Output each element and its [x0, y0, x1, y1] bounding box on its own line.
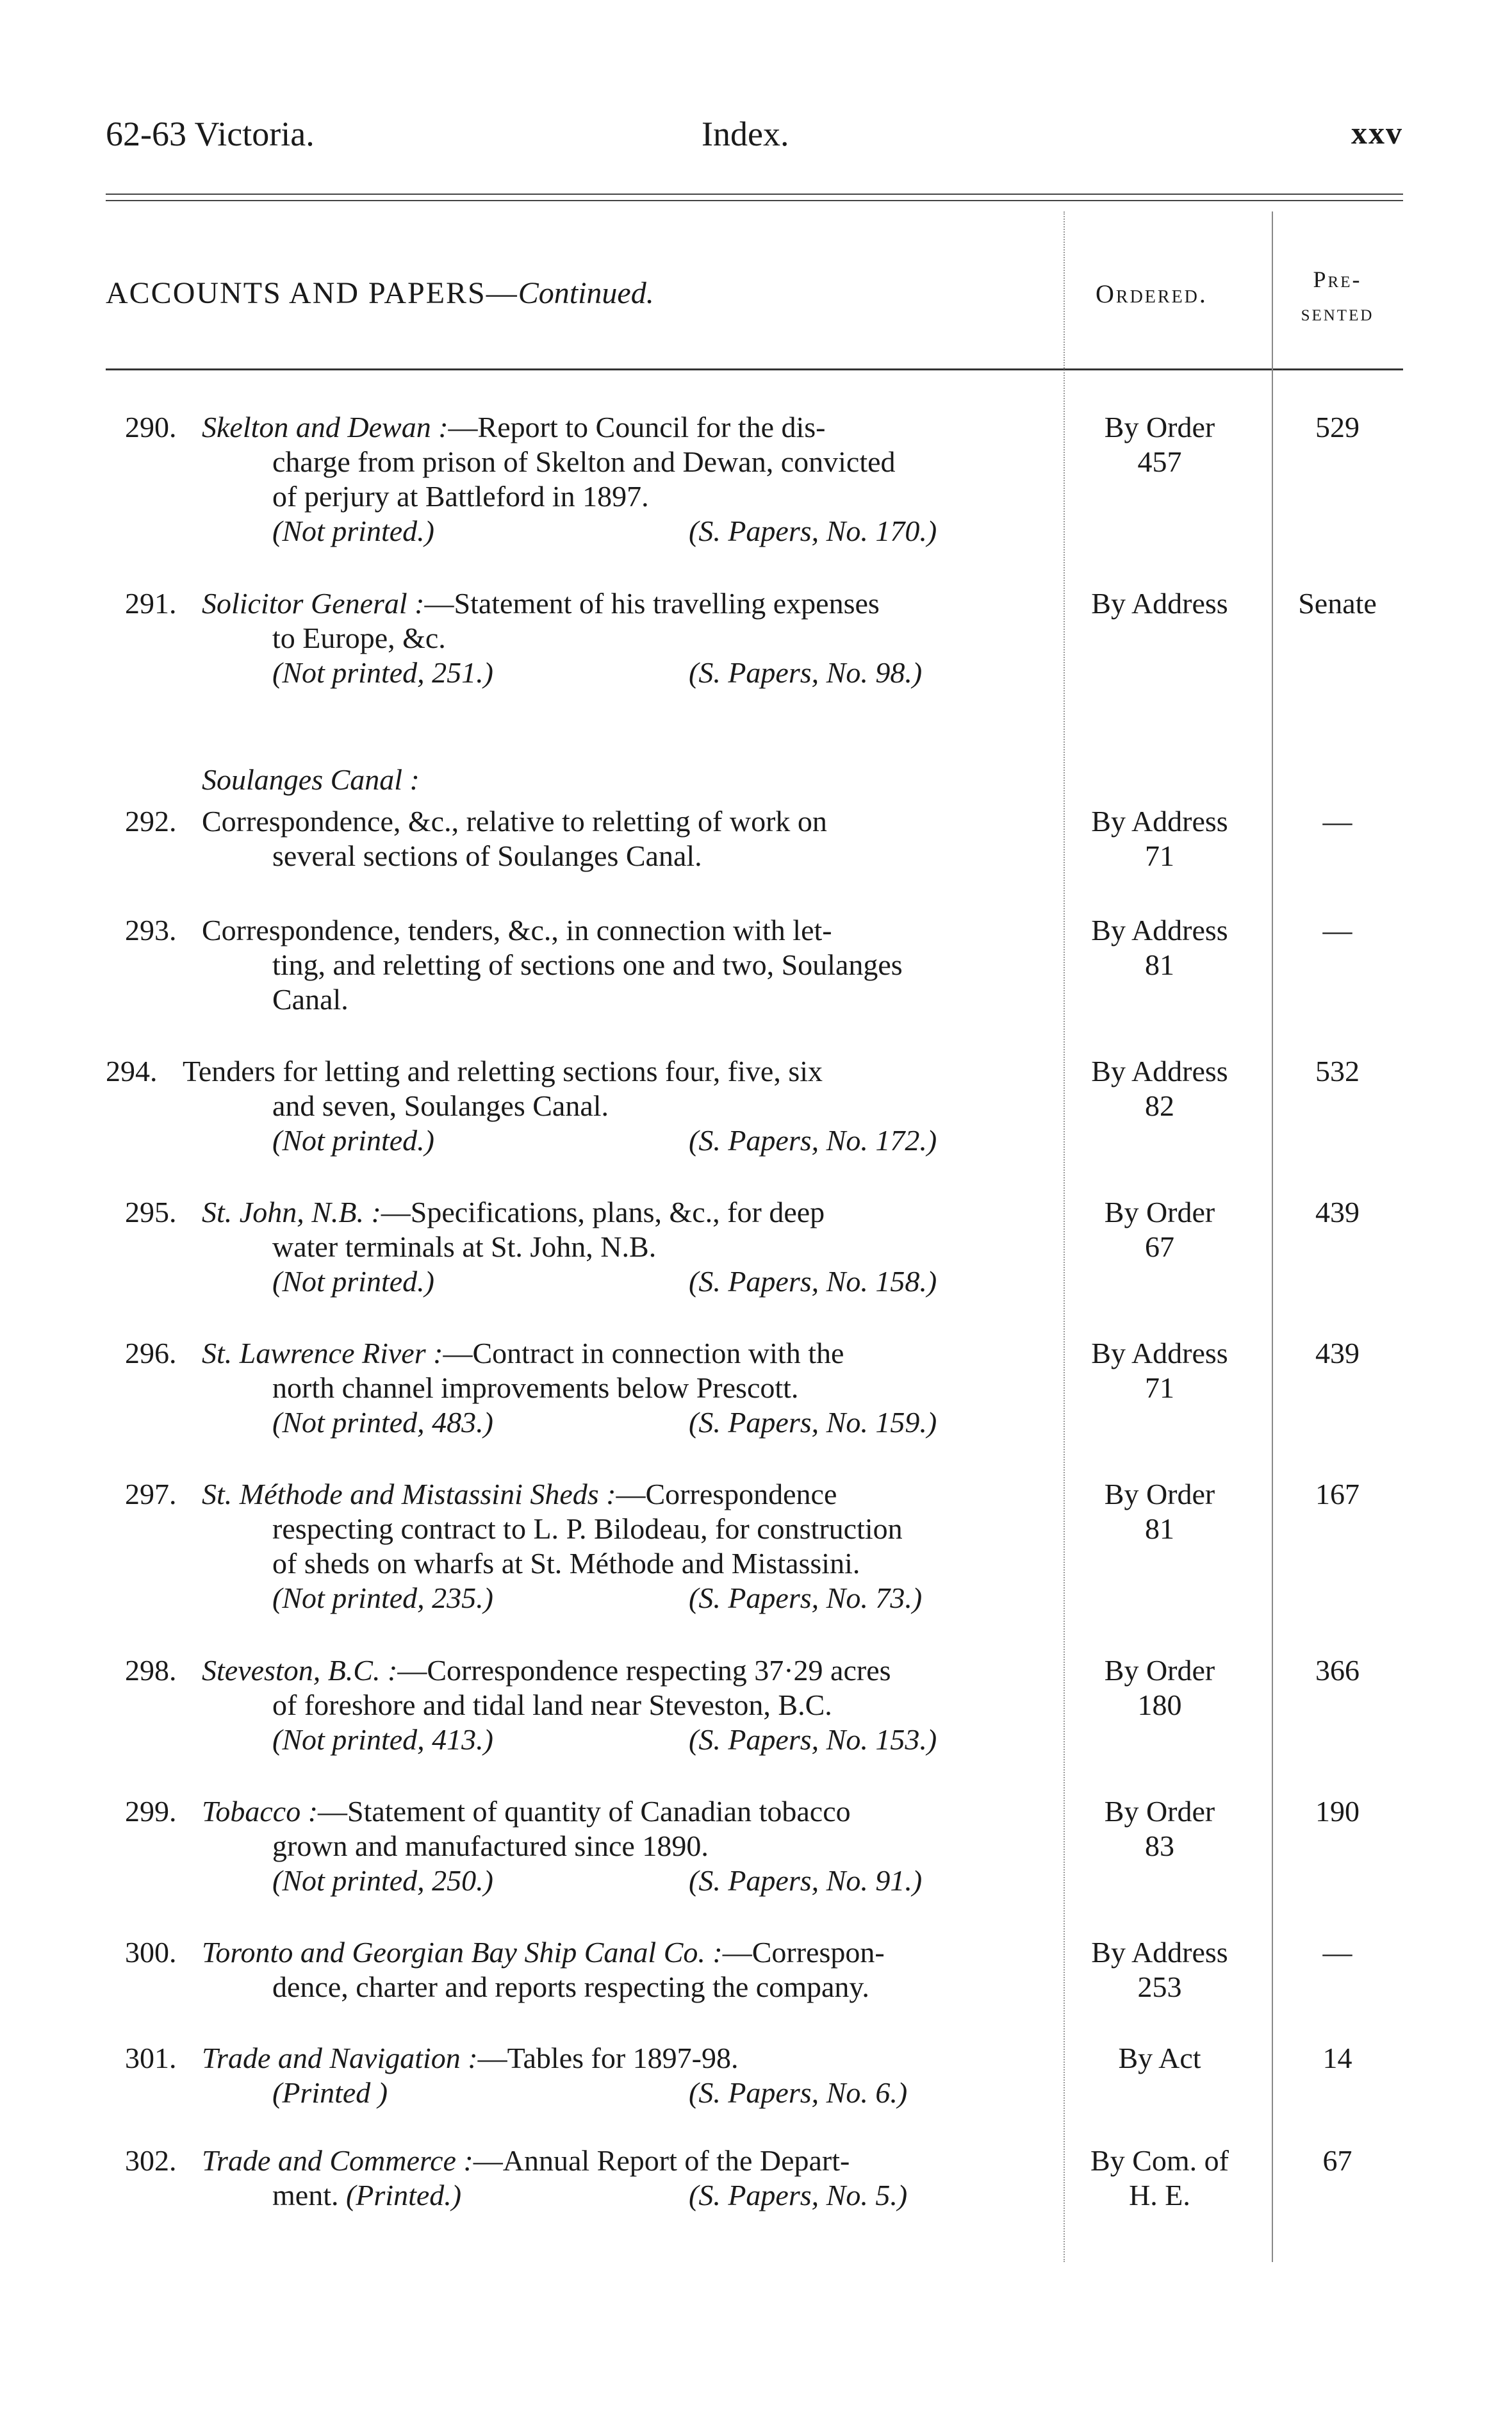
sessional-paper: (S. Papers, No. 6.) [689, 2076, 908, 2109]
group-heading-soulanges: Soulanges Canal : [202, 763, 420, 796]
not-printed: (Printed ) [272, 2076, 388, 2109]
entry-number: 297. [125, 1478, 177, 1510]
entry-subject: Tobacco : [202, 1795, 318, 1828]
presented-value: 529 [1315, 411, 1360, 443]
presented-value: 190 [1315, 1795, 1360, 1828]
sessional-paper: (S. Papers, No. 73.) [689, 1582, 923, 1614]
entry-number: 292. [125, 805, 177, 838]
presented-value: Senate [1298, 587, 1377, 620]
entry-text: Toronto and Georgian Bay Ship Canal Co. :—Correspon- dence, charter and reports respecting the company. [202, 1936, 885, 2003]
entry-text: Solicitor General :—Statement of his travelling expenses to Europe, &c. (Not printed, 251.) (S. Papers, No. 98.) [202, 587, 923, 689]
entry-number: 293. [125, 914, 177, 946]
entry-number: 296. [125, 1337, 177, 1369]
ordered-value: By Address 71 [1091, 805, 1228, 872]
entry-number: 295. [125, 1196, 177, 1228]
entry-subject: Trade and Commerce : [202, 2144, 473, 2177]
column-headers [106, 250, 1403, 365]
entry-subject: St. Méthode and Mistassini Sheds : [202, 1478, 616, 1510]
entry-text: Tobacco :—Statement of quantity of Canadian tobacco grown and manufactured since 1890. (Not printed, 250.) (S. Papers, No. 91.) [202, 1795, 923, 1897]
ordered-value: By Address 71 [1091, 1337, 1228, 1404]
ordered-value: By Order 83 [1104, 1795, 1215, 1862]
not-printed: (Printed.) [345, 2179, 462, 2211]
entry-text: Steveston, B.C. :—Correspondence respecting 37·29 acres of foreshore and tidal land near Steveston, B.C. (Not printed, 413.) (S. Papers, No. 153.) [202, 1654, 937, 1756]
entry-text: Correspondence, &c., relative to reletting of work on several sections of Soulanges Canal. [202, 805, 827, 872]
sessional-paper: (S. Papers, No. 98.) [689, 656, 923, 689]
sessional-paper: (S. Papers, No. 172.) [689, 1124, 937, 1157]
not-printed: (Not printed, 483.) [272, 1406, 493, 1439]
entry-text: Trade and Navigation :—Tables for 1897-98. (Printed ) (S. Papers, No. 6.) [202, 2042, 908, 2109]
column-header-rule [106, 368, 1403, 370]
ordered-value: By Order 180 [1104, 1654, 1215, 1721]
ordered-value: By Order 457 [1104, 411, 1215, 478]
entry-subject: Trade and Navigation : [202, 2042, 478, 2074]
sessional-paper: (S. Papers, No. 170.) [689, 515, 937, 547]
ordered-value: By Address 253 [1091, 1936, 1228, 2003]
header-volume: 62-63 Victoria. [106, 115, 315, 153]
not-printed: (Not printed, 413.) [272, 1723, 493, 1756]
not-printed: (Not printed, 251.) [272, 656, 493, 689]
header-rule [106, 194, 1403, 201]
presented-value: 366 [1315, 1654, 1360, 1687]
sessional-paper: (S. Papers, No. 158.) [689, 1265, 937, 1298]
entry-number: 294. [106, 1055, 158, 1087]
ordered-value: By Address [1091, 587, 1228, 620]
presented-value: 67 [1322, 2144, 1352, 2177]
ordered-value: By Address 82 [1091, 1055, 1228, 1122]
column-ordered: Ordered. [1096, 279, 1208, 308]
section-title: ACCOUNTS AND PAPERS—Continued. [106, 276, 654, 310]
entry-number: 302. [125, 2144, 177, 2177]
presented-value: 14 [1322, 2042, 1352, 2074]
entry-number: 290. [125, 411, 177, 443]
entry-subject: Steveston, B.C. : [202, 1654, 398, 1687]
sessional-paper: (S. Papers, No. 91.) [689, 1864, 923, 1897]
entry-subject: Toronto and Georgian Bay Ship Canal Co. : [202, 1936, 723, 1969]
entry-number: 291. [125, 587, 177, 620]
section-continued: Continued. [518, 276, 654, 310]
not-printed: (Not printed.) [272, 1265, 434, 1298]
sessional-paper: (S. Papers, No. 153.) [689, 1723, 937, 1756]
entry-subject: St. Lawrence River : [202, 1337, 443, 1369]
header-title: Index. [702, 115, 789, 153]
ordered-value: By Order 81 [1104, 1478, 1215, 1545]
entry-text: St. John, N.B. :—Specifications, plans, &c., for deep water terminals at St. John, N.B. (Not printed.) (S. Papers, No. 158.) [202, 1196, 937, 1298]
sessional-paper: (S. Papers, No. 159.) [689, 1406, 937, 1439]
entry-text: Tenders for letting and reletting sections four, five, six and seven, Soulanges Canal. (Not printed.) (S. Papers, No. 172.) [183, 1055, 937, 1157]
entry-text: Skelton and Dewan :—Report to Council for the dis- charge from prison of Skelton and Dewan, convicted of perjury at Battleford in 1897. (Not printed.) (S. Papers, No. 170.) [202, 411, 937, 547]
ordered-value: By Address 81 [1091, 914, 1228, 981]
presented-value: — [1322, 1936, 1352, 1969]
entry-number: 300. [125, 1936, 177, 1969]
entry-text: St. Méthode and Mistassini Sheds :—Correspondence respecting contract to L. P. Bilodeau, for construction of sheds on wharfs at St. Méthode and Mistassini. (Not printed, 235.) (S. Papers, No. 73.) [202, 1478, 923, 1614]
not-printed: (Not printed, 250.) [272, 1864, 493, 1897]
presented-value: 532 [1315, 1055, 1360, 1087]
entry-number: 299. [125, 1795, 177, 1828]
column-presented: Pre- sented [1301, 267, 1374, 326]
entry-subject: Skelton and Dewan : [202, 411, 448, 443]
ordered-value: By Order 67 [1104, 1196, 1215, 1263]
not-printed: (Not printed.) [272, 1124, 434, 1157]
entry-number: 298. [125, 1654, 177, 1687]
ordered-value: By Act [1118, 2042, 1201, 2074]
sessional-paper: (S. Papers, No. 5.) [689, 2179, 908, 2211]
not-printed: (Not printed.) [272, 515, 434, 547]
page-header [106, 114, 1403, 172]
entry-number: 301. [125, 2042, 177, 2074]
entry-text: Trade and Commerce :—Annual Report of the Depart- ment. (Printed.) (S. Papers, No. 5.) [202, 2144, 908, 2211]
presented-value: 439 [1315, 1196, 1360, 1228]
presented-value: — [1322, 914, 1352, 946]
presented-value: — [1322, 805, 1352, 838]
entry-subject: St. John, N.B. : [202, 1196, 381, 1228]
ordered-value: By Com. of H. E. [1090, 2144, 1229, 2211]
entry-text: St. Lawrence River :—Contract in connection with the north channel improvements below Prescott. (Not printed, 483.) (S. Papers, No. 159.) [202, 1337, 937, 1439]
presented-value: 439 [1315, 1337, 1360, 1369]
page-number: xxv [1351, 115, 1403, 151]
entry-subject: Solicitor General : [202, 587, 425, 620]
entry-text: Correspondence, tenders, &c., in connection with let- ting, and reletting of sections one and two, Soulanges Canal. [202, 914, 903, 1016]
presented-value: 167 [1315, 1478, 1360, 1510]
not-printed: (Not printed, 235.) [272, 1582, 493, 1614]
